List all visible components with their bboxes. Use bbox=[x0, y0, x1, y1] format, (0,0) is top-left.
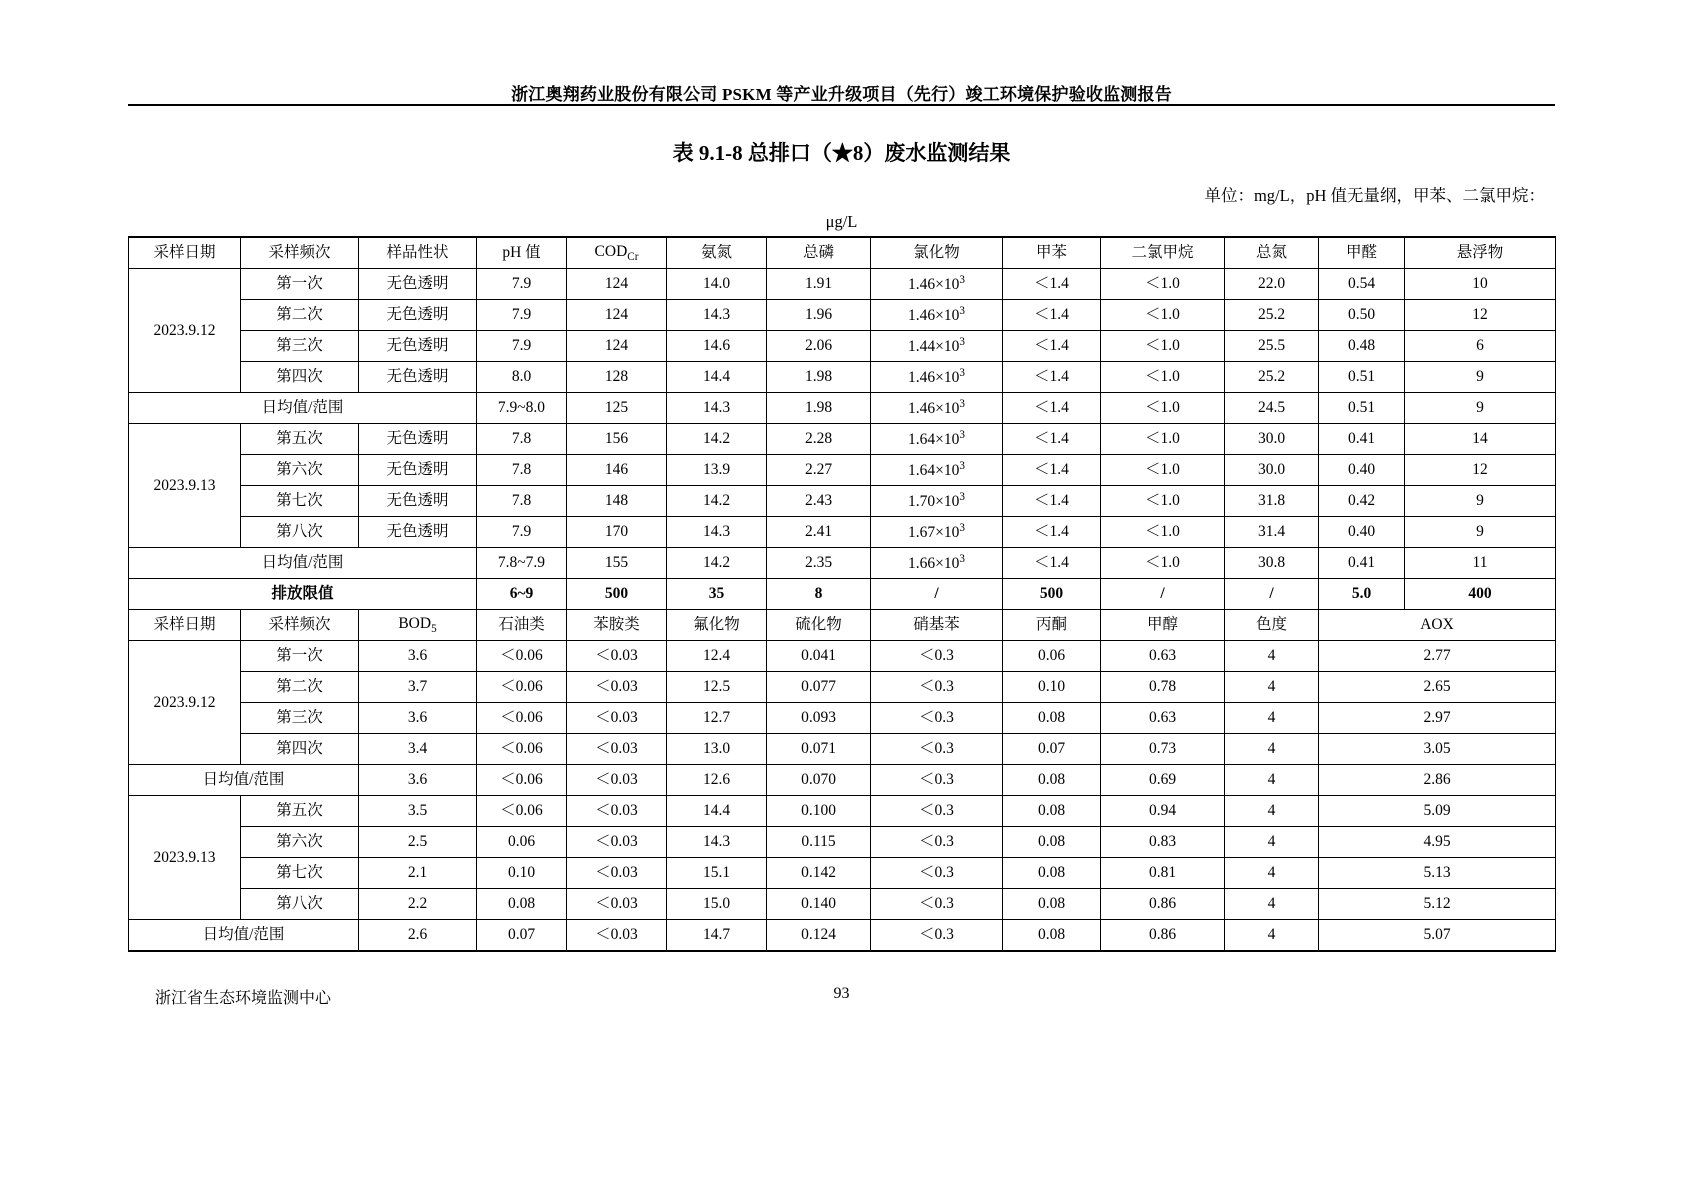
measurement-value: 3.5 bbox=[359, 796, 477, 827]
measurement-value: 156 bbox=[567, 424, 667, 455]
measurement-value: 0.86 bbox=[1101, 889, 1225, 920]
measurement-value: $1.46\times 10^3$ bbox=[871, 393, 1003, 424]
measurement-value: 124 bbox=[567, 300, 667, 331]
emission-limit-value: 500 bbox=[1003, 579, 1101, 610]
measurement-value: 170 bbox=[567, 517, 667, 548]
measurement-value: 25.2 bbox=[1225, 300, 1319, 331]
measurement-value: ＜0.06 bbox=[477, 641, 567, 672]
column-header: 总氮 bbox=[1225, 237, 1319, 269]
measurement-value: 24.5 bbox=[1225, 393, 1319, 424]
measurement-value: 6 bbox=[1405, 331, 1556, 362]
emission-limit-value: / bbox=[871, 579, 1003, 610]
measurement-value: 0.41 bbox=[1319, 548, 1405, 579]
measurement-value: ＜0.3 bbox=[871, 734, 1003, 765]
measurement-value: 2.27 bbox=[767, 455, 871, 486]
sampling-frequency: 第六次 bbox=[241, 455, 359, 486]
measurement-value: ＜0.3 bbox=[871, 858, 1003, 889]
measurement-value: ＜0.3 bbox=[871, 796, 1003, 827]
measurement-value: ＜0.3 bbox=[871, 672, 1003, 703]
measurement-value: ＜1.0 bbox=[1101, 393, 1225, 424]
measurement-value: 0.42 bbox=[1319, 486, 1405, 517]
measurement-value: 14.3 bbox=[667, 827, 767, 858]
running-header: 浙江奥翔药业股份有限公司 PSKM 等产业升级项目（先行）竣工环境保护验收监测报告 bbox=[511, 85, 1172, 104]
measurement-value: 0.077 bbox=[767, 672, 871, 703]
measurement-value: 0.10 bbox=[477, 858, 567, 889]
emission-limit-value: 35 bbox=[667, 579, 767, 610]
measurement-value: 4 bbox=[1225, 641, 1319, 672]
measurement-value: ＜0.03 bbox=[567, 827, 667, 858]
column-header: 采样频次 bbox=[241, 237, 359, 269]
measurement-value: 3.4 bbox=[359, 734, 477, 765]
measurement-value: 31.8 bbox=[1225, 486, 1319, 517]
sampling-frequency: 第六次 bbox=[241, 827, 359, 858]
column-header: 采样日期 bbox=[129, 237, 241, 269]
measurement-value: $1.64\times 10^3$ bbox=[871, 424, 1003, 455]
measurement-value: 14.6 bbox=[667, 331, 767, 362]
data-row bbox=[129, 920, 1556, 952]
measurement-value: 2.5 bbox=[359, 827, 477, 858]
measurement-value: 4 bbox=[1225, 920, 1319, 952]
measurement-value: 14.3 bbox=[667, 393, 767, 424]
measurement-value: 4 bbox=[1225, 889, 1319, 920]
sampling-frequency: 第五次 bbox=[241, 424, 359, 455]
header-divider bbox=[128, 104, 1555, 106]
measurement-value: 7.9 bbox=[477, 269, 567, 300]
data-row bbox=[129, 672, 1556, 703]
sampling-frequency: 第五次 bbox=[241, 796, 359, 827]
measurement-value: 14.2 bbox=[667, 424, 767, 455]
measurement-value: 0.08 bbox=[1003, 796, 1101, 827]
measurement-value: 13.9 bbox=[667, 455, 767, 486]
measurement-value: 0.40 bbox=[1319, 517, 1405, 548]
table-header-row bbox=[129, 237, 1556, 269]
data-row bbox=[129, 424, 1556, 455]
measurement-value: 31.4 bbox=[1225, 517, 1319, 548]
measurement-value: 4 bbox=[1225, 827, 1319, 858]
measurement-value: 1.98 bbox=[767, 362, 871, 393]
measurement-value: 9 bbox=[1405, 362, 1556, 393]
measurement-value: 14.7 bbox=[667, 920, 767, 952]
data-row bbox=[129, 765, 1556, 796]
measurement-value: $1.70\times 10^3$ bbox=[871, 486, 1003, 517]
measurement-value: 146 bbox=[567, 455, 667, 486]
measurement-value: 0.51 bbox=[1319, 362, 1405, 393]
measurement-value: 4 bbox=[1225, 765, 1319, 796]
column-header: 甲苯 bbox=[1003, 237, 1101, 269]
measurement-value: 11 bbox=[1405, 548, 1556, 579]
measurement-value: 0.78 bbox=[1101, 672, 1225, 703]
measurement-value: $1.44\times 10^3$ bbox=[871, 331, 1003, 362]
measurement-value: ＜0.06 bbox=[477, 672, 567, 703]
measurement-value: 2.1 bbox=[359, 858, 477, 889]
measurement-value: ＜1.0 bbox=[1101, 548, 1225, 579]
measurement-value: ＜0.03 bbox=[567, 796, 667, 827]
measurement-value: ＜0.06 bbox=[477, 703, 567, 734]
measurement-value: 2.6 bbox=[359, 920, 477, 952]
measurement-value: 4 bbox=[1225, 858, 1319, 889]
measurement-value: 0.06 bbox=[1003, 641, 1101, 672]
column-header: 丙酮 bbox=[1003, 610, 1101, 641]
data-row bbox=[129, 827, 1556, 858]
measurement-value: 0.06 bbox=[477, 827, 567, 858]
sampling-frequency: 第二次 bbox=[241, 300, 359, 331]
measurement-value: ＜0.03 bbox=[567, 858, 667, 889]
measurement-value: ＜1.0 bbox=[1101, 331, 1225, 362]
column-header: 甲醇 bbox=[1101, 610, 1225, 641]
measurement-value: 30.8 bbox=[1225, 548, 1319, 579]
table-title: 表 9.1-8 总排口（★8）废水监测结果 bbox=[672, 141, 1011, 165]
column-header: 氯化物 bbox=[871, 237, 1003, 269]
measurement-value: 2.35 bbox=[767, 548, 871, 579]
measurement-value: 15.1 bbox=[667, 858, 767, 889]
measurement-value: 2.2 bbox=[359, 889, 477, 920]
measurement-value: ＜1.0 bbox=[1101, 517, 1225, 548]
measurement-value: 0.07 bbox=[477, 920, 567, 952]
data-row bbox=[129, 858, 1556, 889]
measurement-value: $1.67\times 10^3$ bbox=[871, 517, 1003, 548]
measurement-value: 无色透明 bbox=[359, 455, 477, 486]
measurement-value: ＜1.0 bbox=[1101, 486, 1225, 517]
measurement-value: 0.41 bbox=[1319, 424, 1405, 455]
data-row bbox=[129, 889, 1556, 920]
column-header: pH 值 bbox=[477, 237, 567, 269]
sampling-frequency: 第八次 bbox=[241, 889, 359, 920]
table-header-row-2 bbox=[129, 610, 1556, 641]
measurement-value: 4 bbox=[1225, 796, 1319, 827]
measurement-value: ＜1.4 bbox=[1003, 331, 1101, 362]
measurement-value: 4.95 bbox=[1319, 827, 1556, 858]
measurement-value: 0.83 bbox=[1101, 827, 1225, 858]
measurement-value: 25.5 bbox=[1225, 331, 1319, 362]
measurement-value: ＜1.0 bbox=[1101, 300, 1225, 331]
sampling-frequency: 第四次 bbox=[241, 362, 359, 393]
measurement-value: 2.86 bbox=[1319, 765, 1556, 796]
measurement-value: 14 bbox=[1405, 424, 1556, 455]
emission-limit-value: 6~9 bbox=[477, 579, 567, 610]
measurement-value: ＜1.0 bbox=[1101, 455, 1225, 486]
column-header: 二氯甲烷 bbox=[1101, 237, 1225, 269]
measurement-value: 0.50 bbox=[1319, 300, 1405, 331]
measurement-value: ＜0.3 bbox=[871, 889, 1003, 920]
measurement-value: 14.4 bbox=[667, 362, 767, 393]
measurement-value: 12.4 bbox=[667, 641, 767, 672]
sampling-date: 2023.9.12 bbox=[129, 269, 241, 393]
measurement-value: 0.041 bbox=[767, 641, 871, 672]
data-row bbox=[129, 455, 1556, 486]
measurement-value: ＜1.4 bbox=[1003, 548, 1101, 579]
measurement-value: 2.41 bbox=[767, 517, 871, 548]
measurement-value: ＜0.06 bbox=[477, 796, 567, 827]
measurement-value: ＜0.3 bbox=[871, 641, 1003, 672]
measurement-value: 15.0 bbox=[667, 889, 767, 920]
column-header: 氨氮 bbox=[667, 237, 767, 269]
measurement-value: 2.77 bbox=[1319, 641, 1556, 672]
measurement-value: 0.08 bbox=[1003, 889, 1101, 920]
column-header: AOX bbox=[1319, 610, 1556, 641]
emission-limit-row bbox=[129, 579, 1556, 610]
measurement-value: 30.0 bbox=[1225, 455, 1319, 486]
footer-page-number: 93 bbox=[833, 985, 850, 1002]
data-row bbox=[129, 362, 1556, 393]
data-row bbox=[129, 486, 1556, 517]
data-row bbox=[129, 703, 1556, 734]
measurement-value: 125 bbox=[567, 393, 667, 424]
measurement-value: 1.96 bbox=[767, 300, 871, 331]
measurement-value: 14.2 bbox=[667, 548, 767, 579]
measurement-value: 148 bbox=[567, 486, 667, 517]
measurement-value: 1.98 bbox=[767, 393, 871, 424]
measurement-value: 0.08 bbox=[1003, 858, 1101, 889]
measurement-value: 8.0 bbox=[477, 362, 567, 393]
measurement-value: 0.100 bbox=[767, 796, 871, 827]
measurement-value: 0.10 bbox=[1003, 672, 1101, 703]
measurement-value: ＜1.4 bbox=[1003, 424, 1101, 455]
measurement-value: $1.46\times 10^3$ bbox=[871, 300, 1003, 331]
measurement-value: 12 bbox=[1405, 300, 1556, 331]
measurement-value: 9 bbox=[1405, 517, 1556, 548]
measurement-value: 0.124 bbox=[767, 920, 871, 952]
measurement-value: ＜0.06 bbox=[477, 765, 567, 796]
measurement-value: 3.6 bbox=[359, 765, 477, 796]
measurement-value: 0.115 bbox=[767, 827, 871, 858]
measurement-value: 0.73 bbox=[1101, 734, 1225, 765]
measurement-value: ＜0.03 bbox=[567, 765, 667, 796]
column-header: 硫化物 bbox=[767, 610, 871, 641]
measurement-value: 0.140 bbox=[767, 889, 871, 920]
measurement-value: 14.2 bbox=[667, 486, 767, 517]
measurement-value: 2.43 bbox=[767, 486, 871, 517]
measurement-value: ＜1.0 bbox=[1101, 269, 1225, 300]
measurement-value: 3.05 bbox=[1319, 734, 1556, 765]
column-header: 石油类 bbox=[477, 610, 567, 641]
measurement-value: 25.2 bbox=[1225, 362, 1319, 393]
measurement-value: 5.07 bbox=[1319, 920, 1556, 952]
measurement-value: ＜0.3 bbox=[871, 765, 1003, 796]
data-row bbox=[129, 300, 1556, 331]
measurement-value: 0.81 bbox=[1101, 858, 1225, 889]
measurement-value: 0.07 bbox=[1003, 734, 1101, 765]
measurement-value: 7.9 bbox=[477, 300, 567, 331]
measurement-value: ＜0.03 bbox=[567, 641, 667, 672]
column-header: 氟化物 bbox=[667, 610, 767, 641]
measurement-value: 12 bbox=[1405, 455, 1556, 486]
measurement-value: ＜1.4 bbox=[1003, 486, 1101, 517]
measurement-value: 0.40 bbox=[1319, 455, 1405, 486]
sampling-date: 2023.9.13 bbox=[129, 424, 241, 548]
data-row bbox=[129, 796, 1556, 827]
measurement-value: 0.48 bbox=[1319, 331, 1405, 362]
measurement-value: ＜1.4 bbox=[1003, 393, 1101, 424]
measurement-value: 0.142 bbox=[767, 858, 871, 889]
measurement-value: 7.9 bbox=[477, 331, 567, 362]
measurement-value: 4 bbox=[1225, 703, 1319, 734]
sampling-frequency: 第三次 bbox=[241, 331, 359, 362]
daily-average-label: 日均值/范围 bbox=[129, 548, 477, 579]
measurement-value: 无色透明 bbox=[359, 362, 477, 393]
measurement-value: 5.13 bbox=[1319, 858, 1556, 889]
emission-limit-value: 400 bbox=[1405, 579, 1556, 610]
emission-limit-value: 8 bbox=[767, 579, 871, 610]
measurement-value: ＜1.0 bbox=[1101, 424, 1225, 455]
column-header: $BOD_5$ bbox=[359, 610, 477, 641]
column-header: 硝基苯 bbox=[871, 610, 1003, 641]
emission-limit-value: 500 bbox=[567, 579, 667, 610]
emission-limit-value: / bbox=[1101, 579, 1225, 610]
measurement-value: $1.64\times 10^3$ bbox=[871, 455, 1003, 486]
sampling-frequency: 第七次 bbox=[241, 858, 359, 889]
measurement-value: 128 bbox=[567, 362, 667, 393]
measurement-value: 0.08 bbox=[1003, 920, 1101, 952]
measurement-value: 155 bbox=[567, 548, 667, 579]
emission-limit-value: / bbox=[1225, 579, 1319, 610]
measurement-value: ＜1.0 bbox=[1101, 362, 1225, 393]
column-header: 苯胺类 bbox=[567, 610, 667, 641]
measurement-value: 无色透明 bbox=[359, 486, 477, 517]
measurement-value: ＜0.3 bbox=[871, 703, 1003, 734]
measurement-value: 7.8~7.9 bbox=[477, 548, 567, 579]
measurement-value: 12.7 bbox=[667, 703, 767, 734]
measurement-value: $1.46\times 10^3$ bbox=[871, 362, 1003, 393]
measurement-value: $1.66\times 10^3$ bbox=[871, 548, 1003, 579]
daily-average-label: 日均值/范围 bbox=[129, 920, 359, 952]
column-header: 悬浮物 bbox=[1405, 237, 1556, 269]
column-header: 采样日期 bbox=[129, 610, 241, 641]
measurement-value: 14.3 bbox=[667, 300, 767, 331]
measurement-value: 0.093 bbox=[767, 703, 871, 734]
measurement-value: ＜1.4 bbox=[1003, 362, 1101, 393]
sampling-frequency: 第四次 bbox=[241, 734, 359, 765]
column-header: 采样频次 bbox=[241, 610, 359, 641]
measurement-value: 0.94 bbox=[1101, 796, 1225, 827]
sampling-frequency: 第七次 bbox=[241, 486, 359, 517]
measurement-value: 2.06 bbox=[767, 331, 871, 362]
measurement-value: 2.28 bbox=[767, 424, 871, 455]
measurement-value: 5.09 bbox=[1319, 796, 1556, 827]
measurement-value: 无色透明 bbox=[359, 269, 477, 300]
measurement-value: 无色透明 bbox=[359, 424, 477, 455]
measurement-value: 7.9~8.0 bbox=[477, 393, 567, 424]
data-row bbox=[129, 548, 1556, 579]
measurement-value: ＜1.4 bbox=[1003, 517, 1101, 548]
sampling-frequency: 第二次 bbox=[241, 672, 359, 703]
measurement-value: 124 bbox=[567, 331, 667, 362]
measurement-value: 0.08 bbox=[1003, 703, 1101, 734]
measurement-value: 14.4 bbox=[667, 796, 767, 827]
measurement-value: 0.08 bbox=[1003, 765, 1101, 796]
measurement-value: ＜0.03 bbox=[567, 734, 667, 765]
column-header: 甲醛 bbox=[1319, 237, 1405, 269]
measurement-value: 0.08 bbox=[477, 889, 567, 920]
data-row bbox=[129, 331, 1556, 362]
measurement-value: 4 bbox=[1225, 672, 1319, 703]
measurement-value: 0.08 bbox=[1003, 827, 1101, 858]
unit-note-line-1: 单位：mg/L，pH 值无量纲，甲苯、二氯甲烷： bbox=[1204, 186, 1545, 205]
sampling-frequency: 第一次 bbox=[241, 641, 359, 672]
measurement-value: ＜0.3 bbox=[871, 920, 1003, 952]
measurement-value: 30.0 bbox=[1225, 424, 1319, 455]
measurement-value: 3.7 bbox=[359, 672, 477, 703]
measurement-value: 124 bbox=[567, 269, 667, 300]
measurement-value: ＜1.4 bbox=[1003, 269, 1101, 300]
emission-limit-value: 5.0 bbox=[1319, 579, 1405, 610]
measurement-value: ＜0.3 bbox=[871, 827, 1003, 858]
measurement-value: 13.0 bbox=[667, 734, 767, 765]
data-row bbox=[129, 734, 1556, 765]
data-row bbox=[129, 641, 1556, 672]
column-header: $COD_{Cr}$ bbox=[567, 237, 667, 269]
data-row bbox=[129, 517, 1556, 548]
measurement-value: 0.071 bbox=[767, 734, 871, 765]
column-header: 色度 bbox=[1225, 610, 1319, 641]
data-row bbox=[129, 269, 1556, 300]
measurement-value: ＜0.06 bbox=[477, 734, 567, 765]
unit-note-line-2: μg/L bbox=[825, 212, 858, 231]
measurement-value: ＜0.03 bbox=[567, 889, 667, 920]
measurement-value: 7.8 bbox=[477, 455, 567, 486]
measurement-value: 0.86 bbox=[1101, 920, 1225, 952]
sampling-frequency: 第三次 bbox=[241, 703, 359, 734]
measurement-value: ＜0.03 bbox=[567, 672, 667, 703]
measurement-value: 无色透明 bbox=[359, 517, 477, 548]
measurement-value: ＜0.03 bbox=[567, 703, 667, 734]
measurement-value: 2.97 bbox=[1319, 703, 1556, 734]
measurement-value: ＜1.4 bbox=[1003, 300, 1101, 331]
daily-average-label: 日均值/范围 bbox=[129, 765, 359, 796]
measurement-value: 22.0 bbox=[1225, 269, 1319, 300]
measurement-value: $1.46\times 10^3$ bbox=[871, 269, 1003, 300]
measurement-value: 7.8 bbox=[477, 424, 567, 455]
measurement-value: 0.63 bbox=[1101, 703, 1225, 734]
measurement-value: 1.91 bbox=[767, 269, 871, 300]
sampling-date: 2023.9.12 bbox=[129, 641, 241, 765]
measurement-value: 14.3 bbox=[667, 517, 767, 548]
footer-organization: 浙江省生态环境监测中心 bbox=[155, 990, 332, 1007]
measurement-value: 12.6 bbox=[667, 765, 767, 796]
sampling-frequency: 第一次 bbox=[241, 269, 359, 300]
measurement-value: 0.070 bbox=[767, 765, 871, 796]
measurement-value: 14.0 bbox=[667, 269, 767, 300]
data-row bbox=[129, 393, 1556, 424]
sampling-date: 2023.9.13 bbox=[129, 796, 241, 920]
measurement-value: 9 bbox=[1405, 393, 1556, 424]
measurement-value: ＜0.03 bbox=[567, 920, 667, 952]
measurement-value: 4 bbox=[1225, 734, 1319, 765]
emission-limit-label: 排放限值 bbox=[129, 579, 477, 610]
measurement-value: 3.6 bbox=[359, 703, 477, 734]
measurement-value: 无色透明 bbox=[359, 300, 477, 331]
measurement-value: 9 bbox=[1405, 486, 1556, 517]
measurement-value: 7.8 bbox=[477, 486, 567, 517]
column-header: 总磷 bbox=[767, 237, 871, 269]
measurement-value: 3.6 bbox=[359, 641, 477, 672]
measurement-value: 无色透明 bbox=[359, 331, 477, 362]
measurement-value: 2.65 bbox=[1319, 672, 1556, 703]
measurement-value: ＜1.4 bbox=[1003, 455, 1101, 486]
daily-average-label: 日均值/范围 bbox=[129, 393, 477, 424]
wastewater-monitoring-table bbox=[128, 236, 1556, 952]
measurement-value: 0.69 bbox=[1101, 765, 1225, 796]
measurement-value: 7.9 bbox=[477, 517, 567, 548]
measurement-value: 10 bbox=[1405, 269, 1556, 300]
column-header: 样品性状 bbox=[359, 237, 477, 269]
measurement-value: 5.12 bbox=[1319, 889, 1556, 920]
measurement-value: 0.63 bbox=[1101, 641, 1225, 672]
sampling-frequency: 第八次 bbox=[241, 517, 359, 548]
measurement-value: 0.51 bbox=[1319, 393, 1405, 424]
measurement-value: 0.54 bbox=[1319, 269, 1405, 300]
measurement-value: 12.5 bbox=[667, 672, 767, 703]
